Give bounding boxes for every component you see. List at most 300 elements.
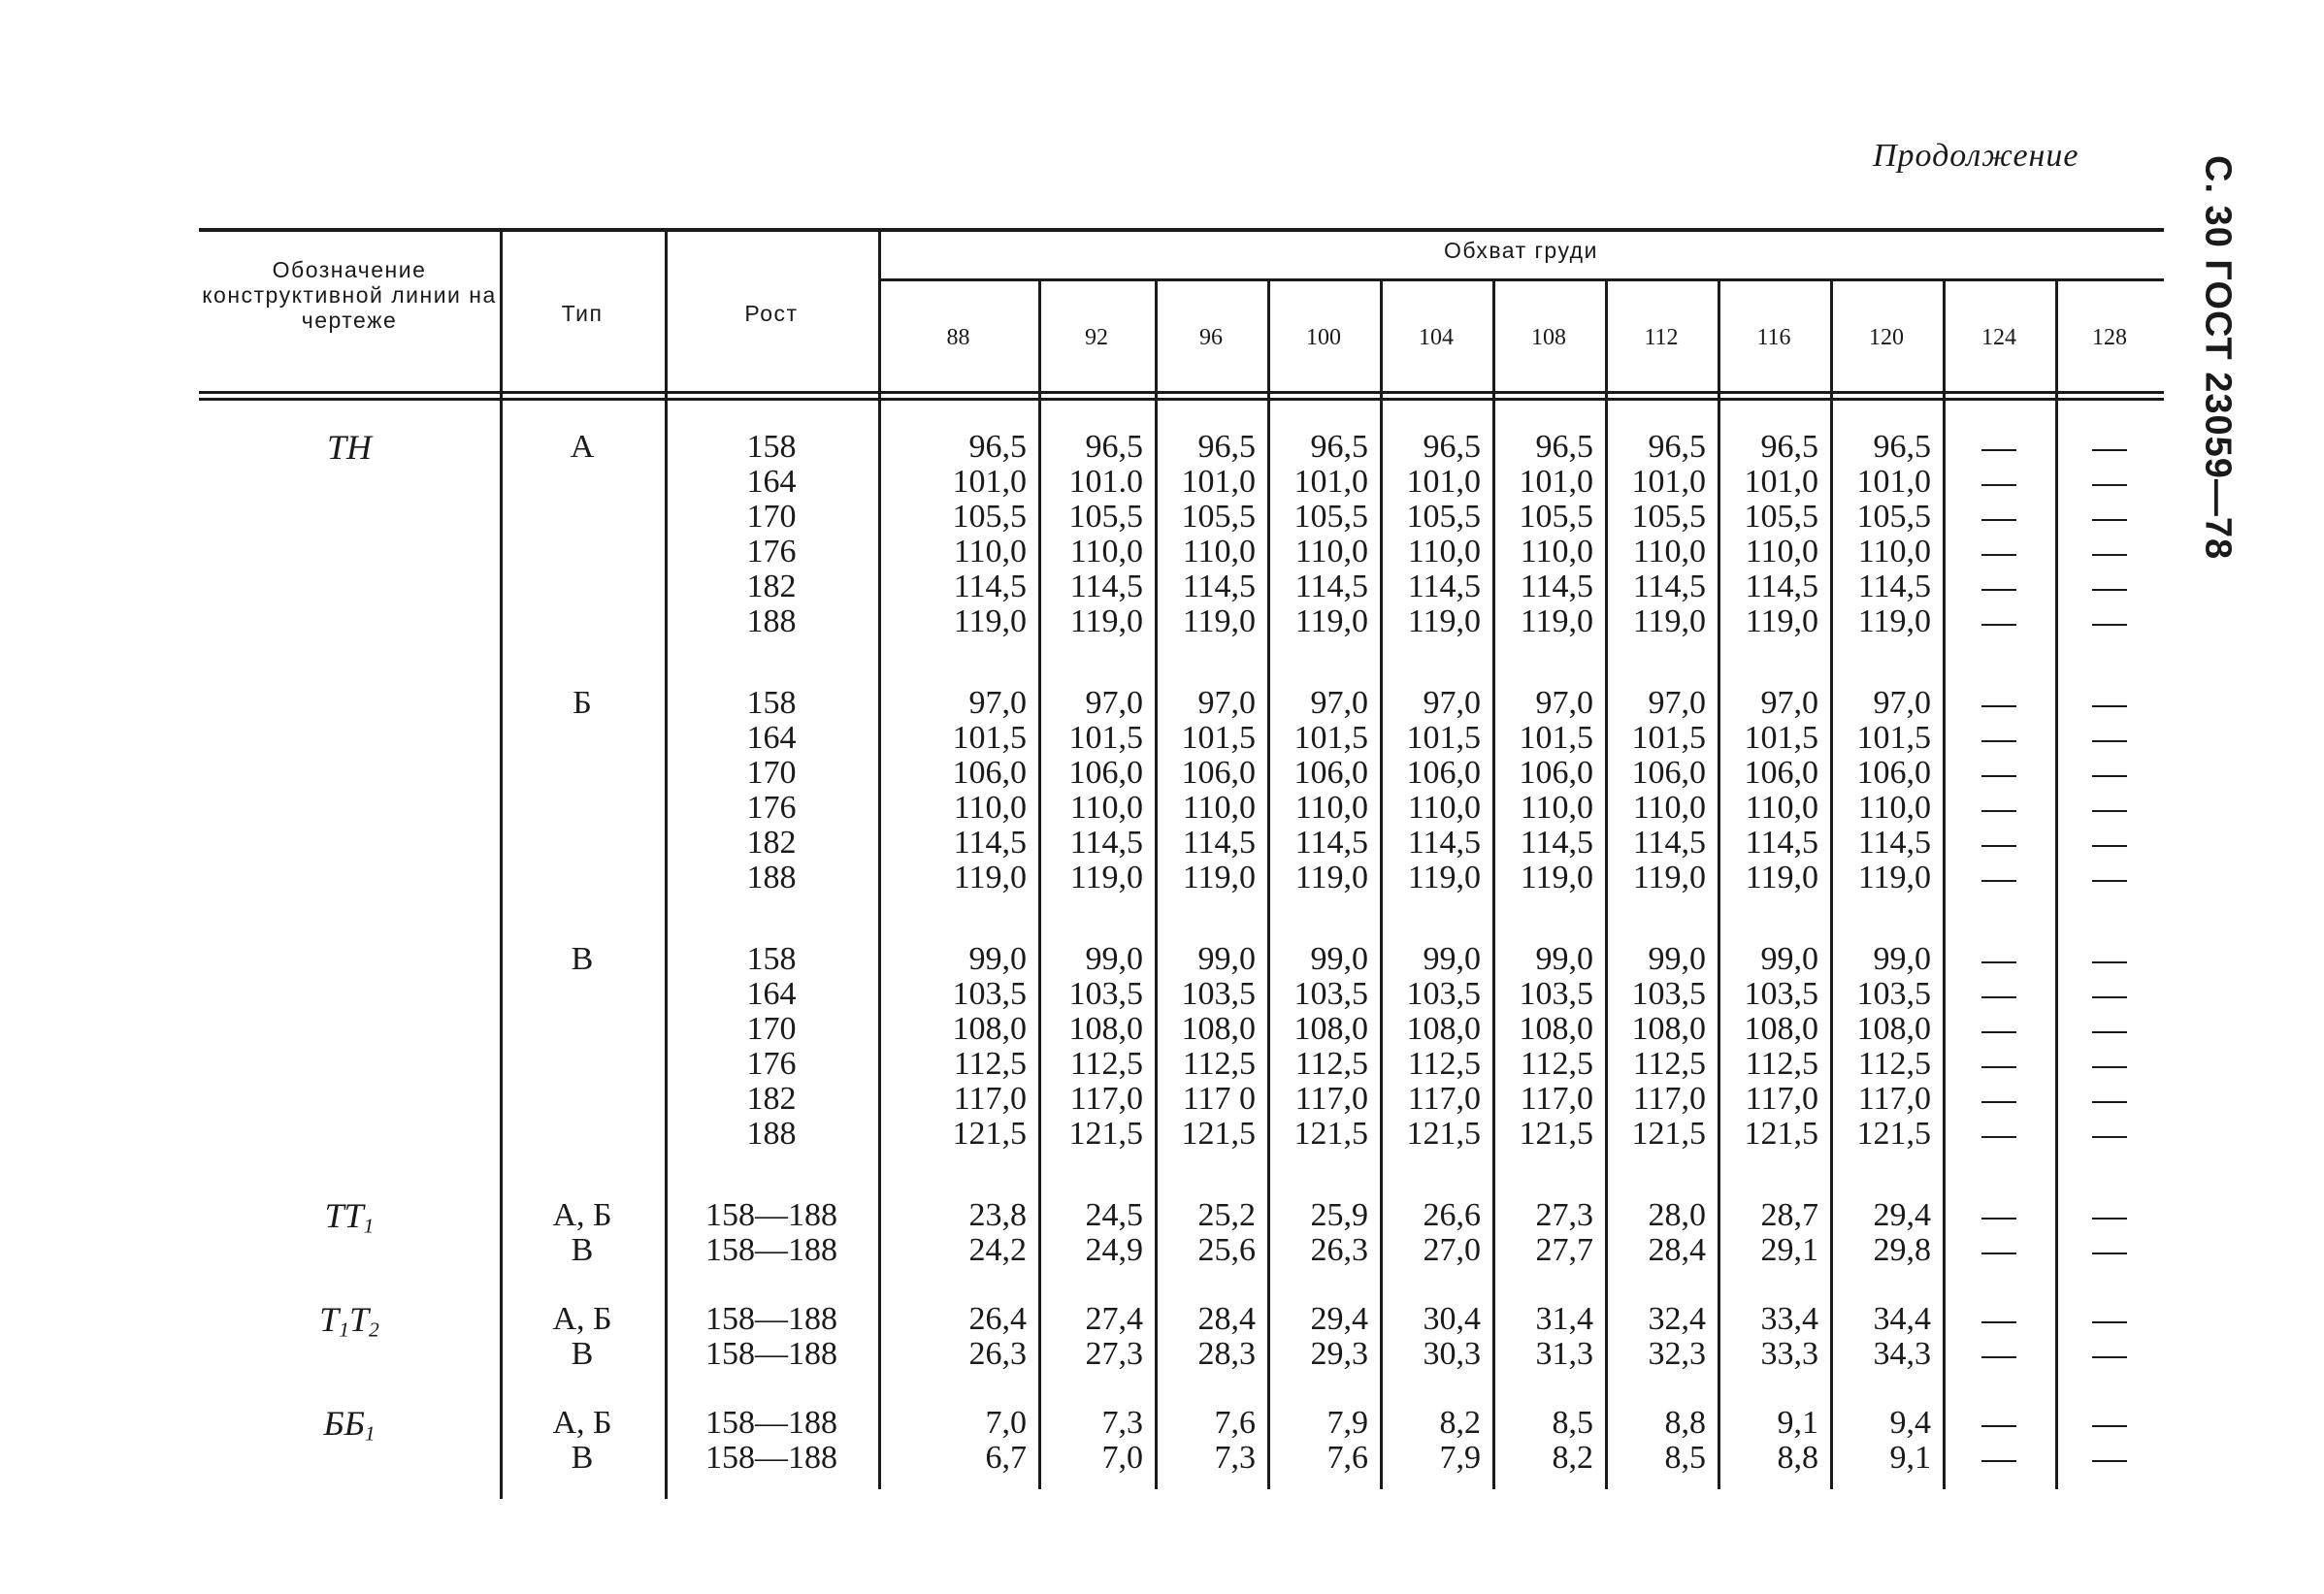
value-cell: 110,0 — [1857, 534, 1931, 569]
value-cell: 110,0 — [1632, 790, 1706, 826]
value-cell: 27,3 — [1535, 1197, 1593, 1233]
value-cell: 103,5 — [1068, 976, 1143, 1012]
empty-dash-text — [1943, 1233, 2055, 1268]
value-cell: 103,5 — [1631, 976, 1706, 1012]
value-cell: 106,0 — [1293, 755, 1368, 791]
empty-dash-text — [2055, 1198, 2164, 1233]
value-cell: 105,5 — [1068, 499, 1143, 535]
chest-header-rule — [878, 278, 2164, 281]
row-type: А, Б — [552, 1405, 612, 1441]
chest-size-header: 92 — [1085, 325, 1108, 350]
value-cell: 112,5 — [1857, 1046, 1931, 1082]
value-cell: 31,3 — [1535, 1336, 1593, 1372]
empty-dash-text — [1943, 942, 2055, 977]
value-cell: 117,0 — [1069, 1081, 1143, 1117]
value-cell: 119,0 — [1632, 860, 1706, 895]
value-cell: 7,9 — [1326, 1405, 1368, 1441]
value-cell: 30,4 — [1423, 1301, 1481, 1337]
row-type: В — [571, 1440, 594, 1476]
designation-part: Т — [319, 1300, 340, 1339]
value-cell: 28,3 — [1197, 1336, 1256, 1372]
value-cell: 97,0 — [1197, 685, 1256, 721]
value-cell: 114,5 — [1857, 569, 1931, 604]
value-cell: 112,5 — [1520, 1046, 1593, 1082]
row-height: 188 — [746, 603, 797, 639]
value-cell: 119,0 — [1857, 603, 1931, 639]
row-height: 170 — [746, 755, 797, 791]
value-cell: 24,2 — [968, 1232, 1027, 1268]
row-height: 188 — [746, 1116, 797, 1152]
continuation-label: Продолжение — [1873, 138, 2079, 174]
empty-dash-text — [1943, 1337, 2055, 1372]
row-height: 176 — [746, 534, 797, 569]
value-cell: 108,0 — [1293, 1011, 1368, 1047]
value-cell: 112,5 — [1294, 1046, 1368, 1082]
row-type: В — [571, 1336, 594, 1372]
value-cell: 110,0 — [1294, 790, 1368, 826]
row-type: А, Б — [552, 1197, 612, 1233]
line-designation — [199, 1302, 500, 1347]
value-cell: 97,0 — [1873, 685, 1931, 721]
value-cell: 97,0 — [1310, 685, 1368, 721]
designation-part: ББ — [323, 1404, 365, 1443]
empty-dash-text — [1943, 1047, 2055, 1082]
value-cell: 119,0 — [1069, 860, 1143, 895]
value-cell: 112,5 — [1407, 1046, 1481, 1082]
value-cell: 119,0 — [1182, 860, 1256, 895]
empty-dash-text — [1943, 1117, 2055, 1152]
row-type: В — [571, 1232, 594, 1268]
value-cell: 99,0 — [968, 941, 1027, 977]
value-cell: 114,5 — [1069, 569, 1143, 604]
empty-dash-text — [2055, 861, 2164, 895]
value-cell: 121,5 — [1293, 1116, 1368, 1152]
value-cell: 110,0 — [1520, 790, 1593, 826]
row-height: 158 — [746, 685, 797, 721]
empty-dash-text — [2055, 756, 2164, 791]
value-cell: 28,0 — [1648, 1197, 1706, 1233]
value-cell: 105,5 — [1293, 499, 1368, 535]
designation-subscript: 2 — [369, 1317, 379, 1342]
value-cell: 97,0 — [1648, 685, 1706, 721]
value-cell: 110,0 — [1407, 790, 1481, 826]
value-cell: 114,5 — [1745, 825, 1818, 861]
value-cell: 119,0 — [1857, 860, 1931, 895]
value-cell: 110,0 — [1294, 534, 1368, 569]
chest-size-header: 100 — [1306, 325, 1341, 350]
value-cell: 9,1 — [1777, 1405, 1818, 1441]
row-height: 158—188 — [705, 1301, 837, 1337]
value-cell: 106,0 — [1856, 755, 1931, 791]
value-cell: 119,0 — [1294, 860, 1368, 895]
row-height: 158—188 — [705, 1197, 837, 1233]
value-cell: 119,0 — [1182, 603, 1256, 639]
standard-number: С. 30 ГОСТ 23059—78 — [2197, 155, 2239, 561]
side-page-label — [2188, 155, 2246, 561]
empty-dash-text — [2055, 1406, 2164, 1441]
value-cell: 112,5 — [1182, 1046, 1256, 1082]
value-cell: 114,5 — [1745, 569, 1818, 604]
value-cell: 121,5 — [1406, 1116, 1481, 1152]
empty-dash-text — [1943, 791, 2055, 826]
value-cell: 99,0 — [1873, 941, 1931, 977]
value-cell: 103,5 — [1406, 976, 1481, 1012]
value-cell: 34,4 — [1873, 1301, 1931, 1337]
empty-dash-text — [1943, 535, 2055, 569]
value-cell: 112,5 — [953, 1046, 1027, 1082]
value-cell: 96,5 — [1760, 429, 1818, 465]
empty-dash-text — [2055, 1082, 2164, 1117]
value-cell: 30,3 — [1423, 1336, 1481, 1372]
value-cell: 7,6 — [1214, 1405, 1256, 1441]
chest-size-header: 108 — [1531, 325, 1566, 350]
value-cell: 117 0 — [1182, 1081, 1256, 1117]
value-cell: 114,5 — [1857, 825, 1931, 861]
value-cell: 7,3 — [1101, 1405, 1143, 1441]
value-cell: 8,2 — [1439, 1405, 1481, 1441]
value-cell: 114,5 — [1182, 569, 1256, 604]
row-height: 182 — [746, 825, 797, 861]
value-cell: 29,3 — [1310, 1336, 1368, 1372]
value-cell: 117,0 — [953, 1081, 1027, 1117]
value-cell: 27,4 — [1085, 1301, 1143, 1337]
value-cell: 32,3 — [1648, 1336, 1706, 1372]
designation-part: ТТ — [324, 1196, 364, 1235]
row-height: 176 — [746, 790, 797, 826]
row-height: 188 — [746, 860, 797, 895]
empty-dash-text — [2055, 977, 2164, 1012]
row-height: 158—188 — [705, 1440, 837, 1476]
value-cell: 105,5 — [1744, 499, 1818, 535]
value-cell: 101,0 — [1181, 464, 1256, 500]
value-cell: 103,5 — [1856, 976, 1931, 1012]
value-cell: 121,5 — [1856, 1116, 1931, 1152]
value-cell: 121,5 — [1631, 1116, 1706, 1152]
value-cell: 106,0 — [1631, 755, 1706, 791]
value-cell: 110,0 — [1745, 790, 1818, 826]
value-cell: 106,0 — [952, 755, 1027, 791]
value-cell: 101,5 — [1068, 720, 1143, 756]
value-cell: 101.0 — [1068, 464, 1143, 500]
value-cell: 108,0 — [1744, 1011, 1818, 1047]
empty-dash-text — [1943, 861, 2055, 895]
value-cell: 101,0 — [1293, 464, 1368, 500]
value-cell: 103,5 — [1519, 976, 1593, 1012]
value-cell: 117,0 — [1857, 1081, 1931, 1117]
value-cell: 105,5 — [952, 499, 1027, 535]
value-cell: 101,5 — [1293, 720, 1368, 756]
value-cell: 101,5 — [1744, 720, 1818, 756]
value-cell: 103,5 — [952, 976, 1027, 1012]
empty-dash-text — [1943, 430, 2055, 465]
value-cell: 8,8 — [1664, 1405, 1706, 1441]
empty-dash-text — [1943, 465, 2055, 500]
value-cell: 25,2 — [1197, 1197, 1256, 1233]
value-cell: 119,0 — [1520, 603, 1593, 639]
value-cell: 114,5 — [1294, 569, 1368, 604]
empty-dash-text — [1943, 604, 2055, 639]
value-cell: 101,5 — [1181, 720, 1256, 756]
empty-dash-text — [1943, 721, 2055, 756]
value-cell: 119,0 — [1745, 603, 1818, 639]
header-bottom-rule-2 — [199, 398, 2164, 401]
value-cell: 101,5 — [1856, 720, 1931, 756]
value-cell: 101,5 — [952, 720, 1027, 756]
value-cell: 106,0 — [1181, 755, 1256, 791]
designation-subscript: 1 — [363, 1214, 375, 1238]
value-cell: 110,0 — [1407, 534, 1481, 569]
value-cell: 119,0 — [1632, 603, 1706, 639]
value-cell: 99,0 — [1760, 941, 1818, 977]
value-cell: 29,4 — [1873, 1197, 1931, 1233]
value-cell: 7,9 — [1439, 1440, 1481, 1476]
empty-dash-text — [2055, 500, 2164, 535]
empty-dash-text — [2055, 569, 2164, 604]
value-cell: 25,9 — [1310, 1197, 1368, 1233]
value-cell: 96,5 — [1648, 429, 1706, 465]
value-cell: 33,3 — [1760, 1336, 1818, 1372]
row-height: 170 — [746, 499, 797, 535]
value-cell: 101,0 — [1519, 464, 1593, 500]
empty-dash-text — [2055, 942, 2164, 977]
empty-dash-text — [1943, 1012, 2055, 1047]
value-cell: 96,5 — [1535, 429, 1593, 465]
value-cell: 27,7 — [1535, 1232, 1593, 1268]
value-cell: 110,0 — [1069, 534, 1143, 569]
value-cell: 23,8 — [968, 1197, 1027, 1233]
row-type: В — [571, 941, 594, 977]
line-designation — [199, 430, 500, 465]
empty-dash-text — [1943, 1441, 2055, 1476]
value-cell: 33,4 — [1760, 1301, 1818, 1337]
value-cell: 110,0 — [1182, 534, 1256, 569]
value-cell: 112,5 — [1745, 1046, 1818, 1082]
value-cell: 8,5 — [1552, 1405, 1593, 1441]
empty-dash-text — [1943, 500, 2055, 535]
empty-dash-text — [2055, 791, 2164, 826]
row-height: 158—188 — [705, 1232, 837, 1268]
value-cell: 105,5 — [1181, 499, 1256, 535]
value-cell: 103,5 — [1181, 976, 1256, 1012]
value-cell: 101,0 — [1744, 464, 1818, 500]
designation-subscript: 1 — [364, 1421, 376, 1446]
value-cell: 99,0 — [1310, 941, 1368, 977]
value-cell: 101,0 — [1856, 464, 1931, 500]
value-cell: 8,8 — [1777, 1440, 1818, 1476]
empty-dash-text — [2055, 1302, 2164, 1337]
empty-dash-text — [1943, 826, 2055, 861]
value-cell: 114,5 — [1520, 569, 1593, 604]
value-cell: 114,5 — [1182, 825, 1256, 861]
empty-dash-text — [1943, 756, 2055, 791]
empty-dash-text — [2055, 604, 2164, 639]
empty-dash-text — [2055, 1012, 2164, 1047]
value-cell: 121,5 — [1068, 1116, 1143, 1152]
header-height: Рост — [744, 301, 799, 326]
value-cell: 97,0 — [1535, 685, 1593, 721]
value-cell: 99,0 — [1423, 941, 1481, 977]
header-designation: Обозначение конструктивной линии на чертеже — [202, 257, 497, 333]
value-cell: 26,4 — [968, 1301, 1027, 1337]
designation-subscript: 1 — [339, 1317, 349, 1342]
value-cell: 121,5 — [1744, 1116, 1818, 1152]
row-height: 158 — [746, 429, 797, 465]
value-cell: 117,0 — [1520, 1081, 1593, 1117]
empty-dash-text — [1943, 1302, 2055, 1337]
value-cell: 34,3 — [1873, 1336, 1931, 1372]
empty-dash-text — [2055, 1441, 2164, 1476]
value-cell: 101,5 — [1406, 720, 1481, 756]
value-cell: 24,5 — [1085, 1197, 1143, 1233]
value-cell: 96,5 — [1423, 429, 1481, 465]
row-height: 158 — [746, 941, 797, 977]
value-cell: 29,4 — [1310, 1301, 1368, 1337]
value-cell: 106,0 — [1519, 755, 1593, 791]
row-type: Б — [573, 685, 592, 721]
value-cell: 119,0 — [953, 603, 1027, 639]
value-cell: 110,0 — [1857, 790, 1931, 826]
value-cell: 121,5 — [952, 1116, 1027, 1152]
value-cell: 121,5 — [1181, 1116, 1256, 1152]
value-cell: 114,5 — [1407, 825, 1481, 861]
value-cell: 103,5 — [1293, 976, 1368, 1012]
row-height: 182 — [746, 569, 797, 604]
data-table — [199, 228, 2164, 1499]
value-cell: 24,9 — [1085, 1232, 1143, 1268]
row-height: 176 — [746, 1046, 797, 1082]
value-cell: 7,6 — [1326, 1440, 1368, 1476]
chest-size-header: 112 — [1644, 325, 1679, 350]
value-cell: 101,5 — [1631, 720, 1706, 756]
empty-dash-text — [1943, 686, 2055, 721]
value-cell: 119,0 — [1407, 860, 1481, 895]
header-bottom-rule-1 — [199, 391, 2164, 394]
value-cell: 105,5 — [1856, 499, 1931, 535]
value-cell: 121,5 — [1519, 1116, 1593, 1152]
value-cell: 9,1 — [1889, 1440, 1931, 1476]
value-cell: 28,4 — [1648, 1232, 1706, 1268]
header-chest: Обхват груди — [1444, 238, 1598, 263]
value-cell: 106,0 — [1744, 755, 1818, 791]
value-cell: 108,0 — [1519, 1011, 1593, 1047]
value-cell: 101,5 — [1519, 720, 1593, 756]
value-cell: 108,0 — [1068, 1011, 1143, 1047]
value-cell: 114,5 — [1069, 825, 1143, 861]
value-cell: 112,5 — [1069, 1046, 1143, 1082]
empty-dash-text — [2055, 1117, 2164, 1152]
empty-dash-text — [2055, 721, 2164, 756]
value-cell: 7,0 — [985, 1405, 1027, 1441]
value-cell: 96,5 — [1197, 429, 1256, 465]
value-cell: 32,4 — [1648, 1301, 1706, 1337]
empty-dash-text — [1943, 1082, 2055, 1117]
row-height: 182 — [746, 1081, 797, 1117]
value-cell: 97,0 — [1423, 685, 1481, 721]
value-cell: 117,0 — [1632, 1081, 1706, 1117]
row-height: 164 — [746, 976, 797, 1012]
value-cell: 110,0 — [1069, 790, 1143, 826]
value-cell: 117,0 — [1745, 1081, 1818, 1117]
empty-dash-text — [1943, 1406, 2055, 1441]
value-cell: 108,0 — [952, 1011, 1027, 1047]
value-cell: 119,0 — [1407, 603, 1481, 639]
empty-dash-text — [1943, 977, 2055, 1012]
value-cell: 101,0 — [1631, 464, 1706, 500]
value-cell: 6,7 — [985, 1440, 1027, 1476]
designation-part: ТН — [326, 428, 373, 467]
value-cell: 101,0 — [1406, 464, 1481, 500]
value-cell: 114,5 — [1294, 825, 1368, 861]
chest-size-header: 88 — [946, 325, 970, 350]
chest-size-header: 96 — [1199, 325, 1223, 350]
row-height: 158—188 — [705, 1336, 837, 1372]
value-cell: 7,3 — [1214, 1440, 1256, 1476]
top-rule — [199, 228, 2164, 232]
chest-size-header: 124 — [1981, 325, 2016, 350]
empty-dash-text — [1943, 569, 2055, 604]
header-type: Тип — [561, 301, 604, 326]
value-cell: 112,5 — [1632, 1046, 1706, 1082]
value-cell: 119,0 — [953, 860, 1027, 895]
value-cell: 110,0 — [1520, 534, 1593, 569]
value-cell: 29,8 — [1873, 1232, 1931, 1268]
value-cell: 108,0 — [1181, 1011, 1256, 1047]
value-cell: 105,5 — [1406, 499, 1481, 535]
row-height: 170 — [746, 1011, 797, 1047]
value-cell: 101,0 — [952, 464, 1027, 500]
value-cell: 99,0 — [1197, 941, 1256, 977]
chest-size-header: 104 — [1419, 325, 1454, 350]
value-cell: 108,0 — [1856, 1011, 1931, 1047]
value-cell: 110,0 — [1182, 790, 1256, 826]
value-cell: 108,0 — [1406, 1011, 1481, 1047]
value-cell: 99,0 — [1535, 941, 1593, 977]
value-cell: 9,4 — [1889, 1405, 1931, 1441]
empty-dash-text — [2055, 535, 2164, 569]
row-height: 164 — [746, 720, 797, 756]
value-cell: 117,0 — [1294, 1081, 1368, 1117]
value-cell: 28,7 — [1760, 1197, 1818, 1233]
empty-dash-text — [2055, 1233, 2164, 1268]
value-cell: 97,0 — [968, 685, 1027, 721]
value-cell: 114,5 — [1407, 569, 1481, 604]
value-cell: 103,5 — [1744, 976, 1818, 1012]
empty-dash-text — [2055, 430, 2164, 465]
chest-size-header: 116 — [1756, 325, 1791, 350]
value-cell: 114,5 — [1520, 825, 1593, 861]
value-cell: 114,5 — [953, 569, 1027, 604]
value-cell: 8,2 — [1552, 1440, 1593, 1476]
empty-dash-text — [2055, 465, 2164, 500]
value-cell: 99,0 — [1085, 941, 1143, 977]
value-cell: 25,6 — [1197, 1232, 1256, 1268]
value-cell: 106,0 — [1406, 755, 1481, 791]
value-cell: 99,0 — [1648, 941, 1706, 977]
value-cell: 119,0 — [1294, 603, 1368, 639]
line-designation — [199, 1198, 500, 1243]
value-cell: 108,0 — [1631, 1011, 1706, 1047]
value-cell: 29,1 — [1760, 1232, 1818, 1268]
value-cell: 97,0 — [1085, 685, 1143, 721]
value-cell: 96,5 — [1873, 429, 1931, 465]
value-cell: 96,5 — [1085, 429, 1143, 465]
value-cell: 114,5 — [953, 825, 1027, 861]
value-cell: 96,5 — [968, 429, 1027, 465]
value-cell: 26,3 — [968, 1336, 1027, 1372]
row-height: 164 — [746, 464, 797, 500]
empty-dash-text — [2055, 1337, 2164, 1372]
value-cell: 97,0 — [1760, 685, 1818, 721]
